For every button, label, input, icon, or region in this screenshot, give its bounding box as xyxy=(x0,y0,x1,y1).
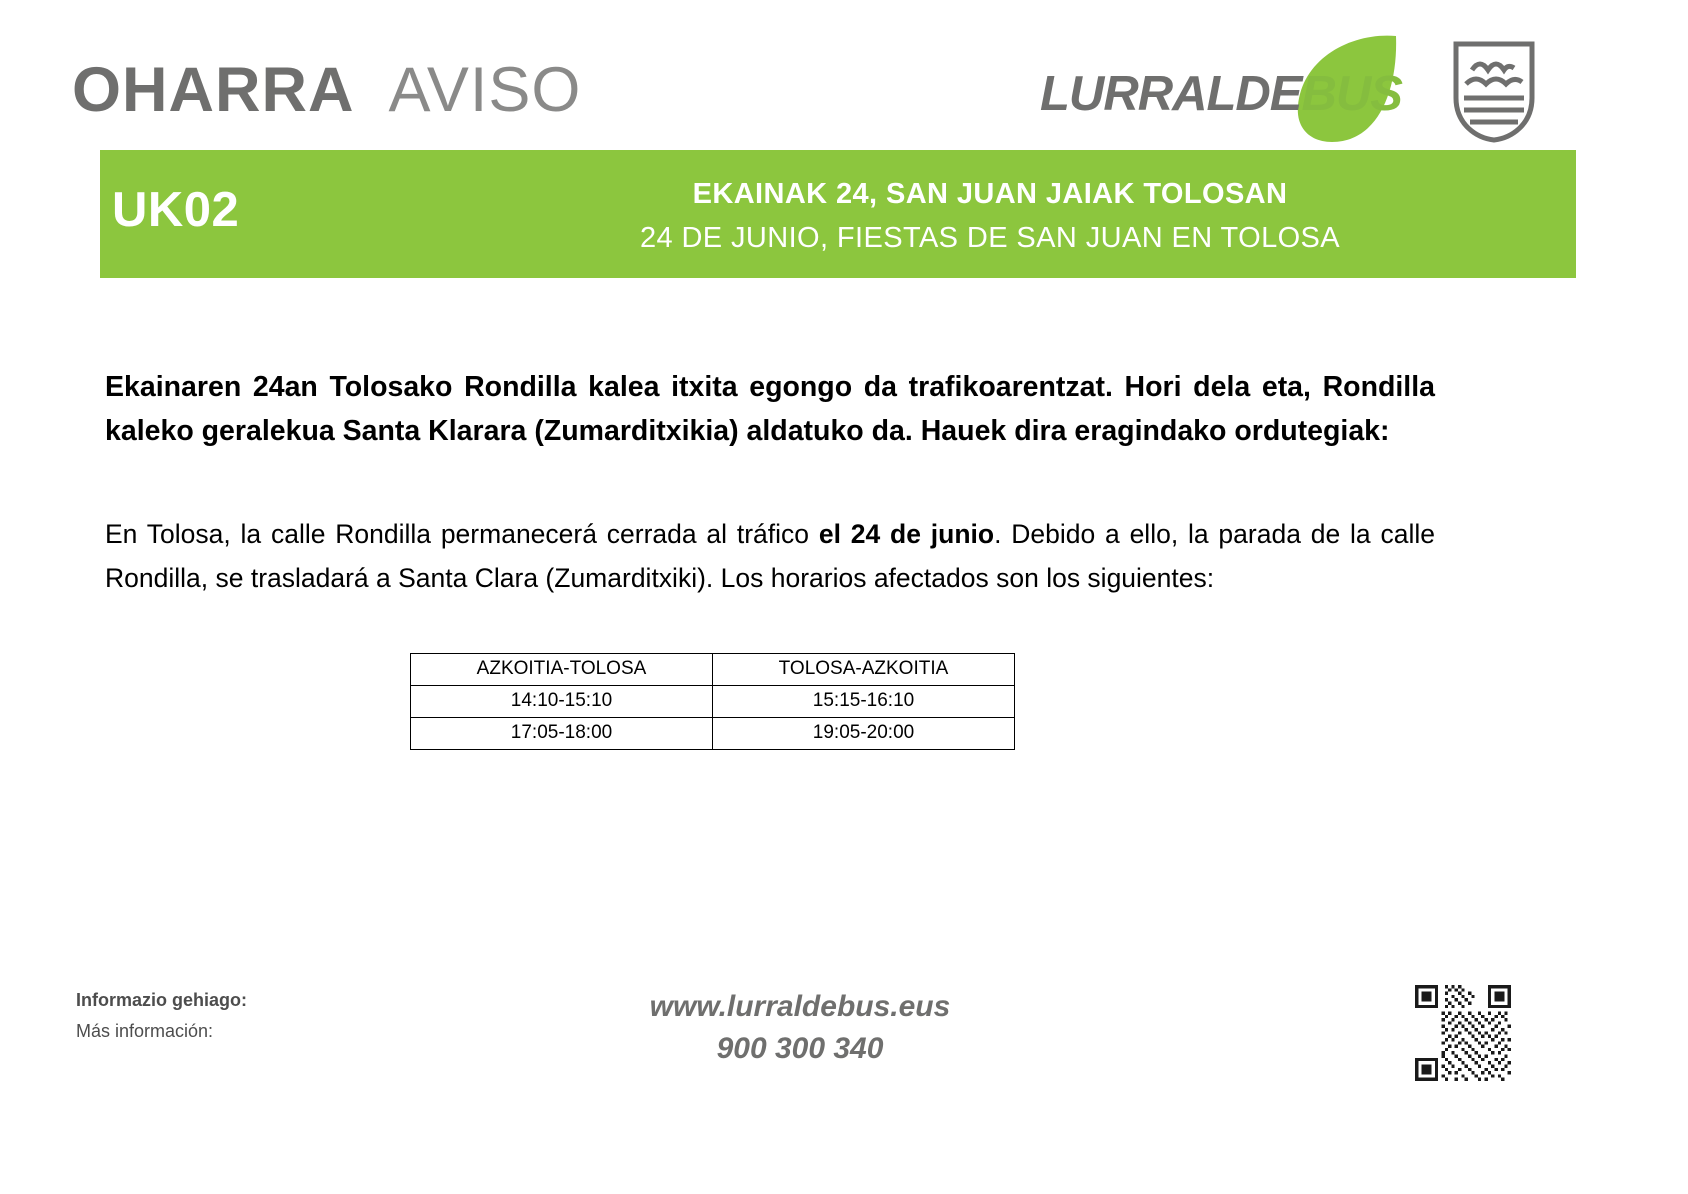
footer-phone-number[interactable]: 900 300 340 xyxy=(716,1032,884,1065)
table-cell-departure: 14:10-15:10 xyxy=(411,686,713,718)
notice-paragraph-basque: Ekainaren 24an Tolosako Rondilla kalea itxita egongo da trafikoarentzat. Hori dela eta, Rondilla kaleko geralekua Santa Klarara (Zumarditxikia) aldatuko da. Hauek dira eragindako ordutegiak: xyxy=(105,371,1435,447)
page-title-spanish: AVISO xyxy=(388,55,582,125)
lurraldebus-wordmark xyxy=(1040,66,1402,122)
notice-paragraph-spanish-emphasis: el 24 de junio xyxy=(818,519,995,549)
table-cell-return: 19:05-20:00 xyxy=(713,718,1015,750)
page-header xyxy=(0,28,1688,148)
notice-banner xyxy=(100,150,1576,278)
banner-text xyxy=(420,172,1560,260)
notice-paragraph-spanish-part2: . Debido a ello, la parada de la calle Rondilla, se trasladará a Santa Clara (Zumarditxiki). Los horarios afectados son los siguientes: xyxy=(105,519,1435,593)
banner-title-spanish: 24 DE JUNIO, FIESTAS DE SAN JUAN EN TOLOSA xyxy=(639,222,1341,254)
notice-paragraph-spanish-part1: En Tolosa, la calle Rondilla permanecerá cerrada al tráfico xyxy=(105,519,819,549)
page-title xyxy=(72,54,581,126)
footer-more-info-basque: Informazio gehiago: xyxy=(76,990,247,1010)
table-row xyxy=(411,718,1015,750)
table-header-row xyxy=(411,654,1015,686)
footer-contact xyxy=(480,985,1120,1069)
notice-paragraph-spanish xyxy=(105,512,1435,600)
gipuzkoa-shield-icon xyxy=(1452,40,1536,144)
table-cell-return: 15:15-16:10 xyxy=(713,686,1015,718)
banner-title-basque: EKAINAK 24, SAN JUAN JAIAK TOLOSAN xyxy=(692,178,1288,210)
table-header-azkoitia-tolosa: AZKOITIA-TOLOSA xyxy=(411,654,713,686)
footer-website-link[interactable]: www.lurraldebus.eus xyxy=(649,990,951,1023)
page-title-basque: OHARRA xyxy=(72,55,355,125)
footer-more-info xyxy=(76,985,247,1047)
footer-more-info-spanish: Más información: xyxy=(76,1021,214,1041)
logo-text-lurralde: LURRALDE xyxy=(1040,67,1302,121)
schedule-table xyxy=(410,653,1015,750)
logo-text-bus: BUS xyxy=(1301,67,1402,121)
table-row xyxy=(411,686,1015,718)
lurraldebus-logo xyxy=(1040,32,1400,152)
table-cell-departure: 17:05-18:00 xyxy=(411,718,713,750)
line-code-badge: UK02 xyxy=(112,183,240,237)
table-header-tolosa-azkoitia: TOLOSA-AZKOITIA xyxy=(713,654,1015,686)
qr-code-icon[interactable] xyxy=(1415,985,1511,1081)
